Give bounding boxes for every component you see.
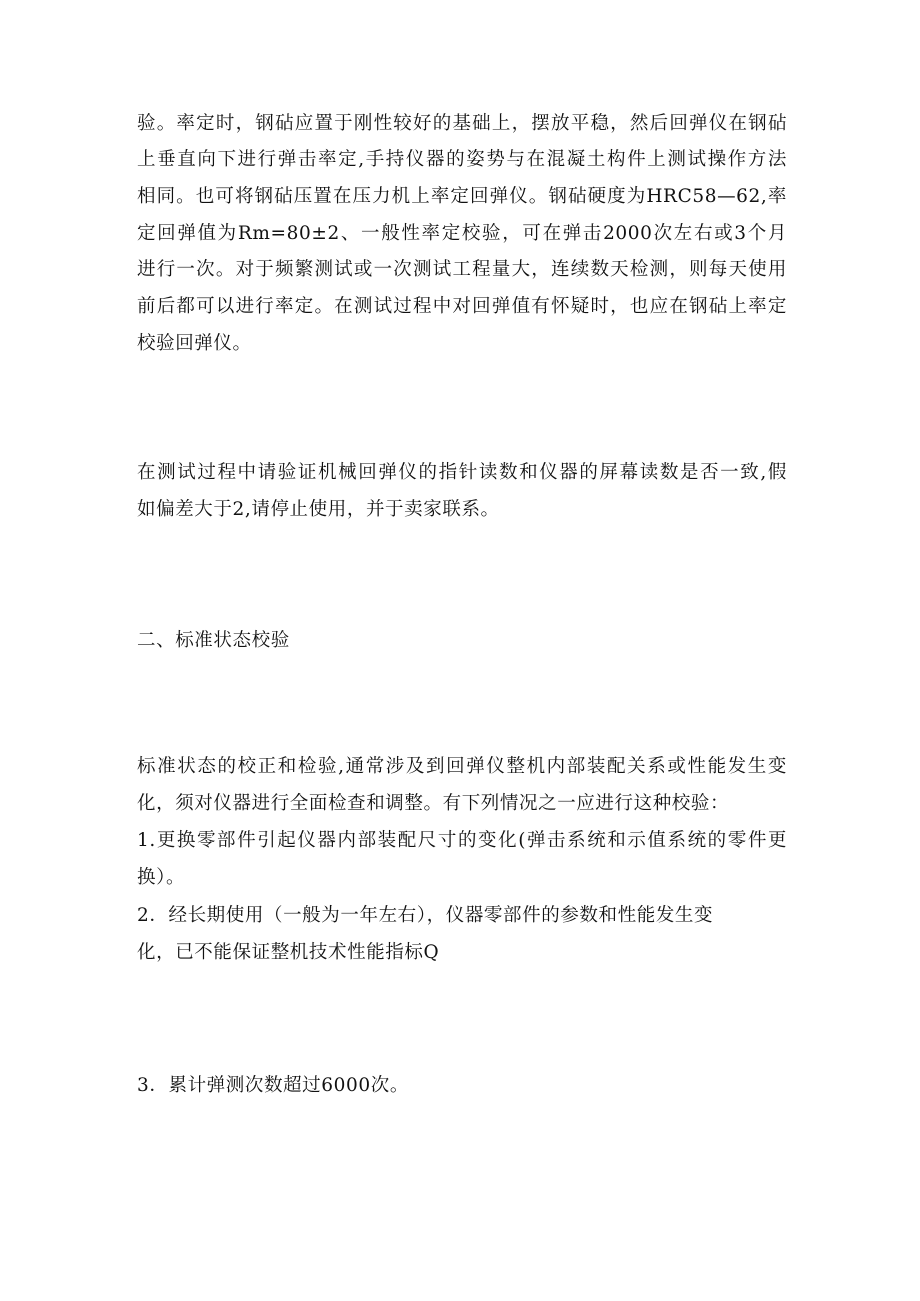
text-line: 相同。也可将钢砧压置在压力机上率定回弹仪。钢砧硬度为HRC58—62,率 (137, 186, 787, 207)
list-item: 1.更换零部件引起仪器内部装配尺寸的变化(弹击系统和示值系统的零件更 (137, 830, 787, 851)
text-line: 上垂直向下进行弹击率定,手持仪器的姿势与在混凝土构件上测试操作方法 (137, 149, 787, 170)
text-line: 化，须对仪器进行全面检查和调整。有下列情况之一应进行这种校验： (137, 793, 730, 814)
text-line: 校验回弹仪。 (137, 333, 252, 354)
text-line: 在测试过程中请验证机械回弹仪的指针读数和仪器的屏幕读数是否一致,假 (137, 462, 787, 483)
text-line: 如偏差大于2,请停止使用，并于卖家联系。 (137, 499, 500, 520)
text-line: 进行一次。对于频繁测试或一次测试工程量大，连续数天检测，则每天使用 (137, 259, 787, 280)
list-item: 2．经长期使用（一般为一年左右），仪器零部件的参数和性能发生变 (137, 905, 714, 926)
text-line: 定回弹值为Rm=80±2、一般性率定校验，可在弹击2000次左右或3个月 (137, 223, 787, 244)
text-line: 前后都可以进行率定。在测试过程中对回弹值有怀疑时，也应在钢砧上率定 (137, 296, 787, 317)
text-line: 化，已不能保证整机技术性能指标Q (137, 942, 440, 963)
text-line: 验。率定时，钢砧应置于刚性较好的基础上，摆放平稳，然后回弹仪在钢砧 (137, 113, 787, 134)
text-line: 标准状态的校正和检验,通常涉及到回弹仪整机内部装配关系或性能发生变 (137, 756, 787, 777)
list-item: 3．累计弹测次数超过6000次。 (137, 1075, 409, 1096)
text-line: 换）。 (137, 867, 186, 888)
section-heading: 二、标准状态校验 (137, 630, 290, 651)
